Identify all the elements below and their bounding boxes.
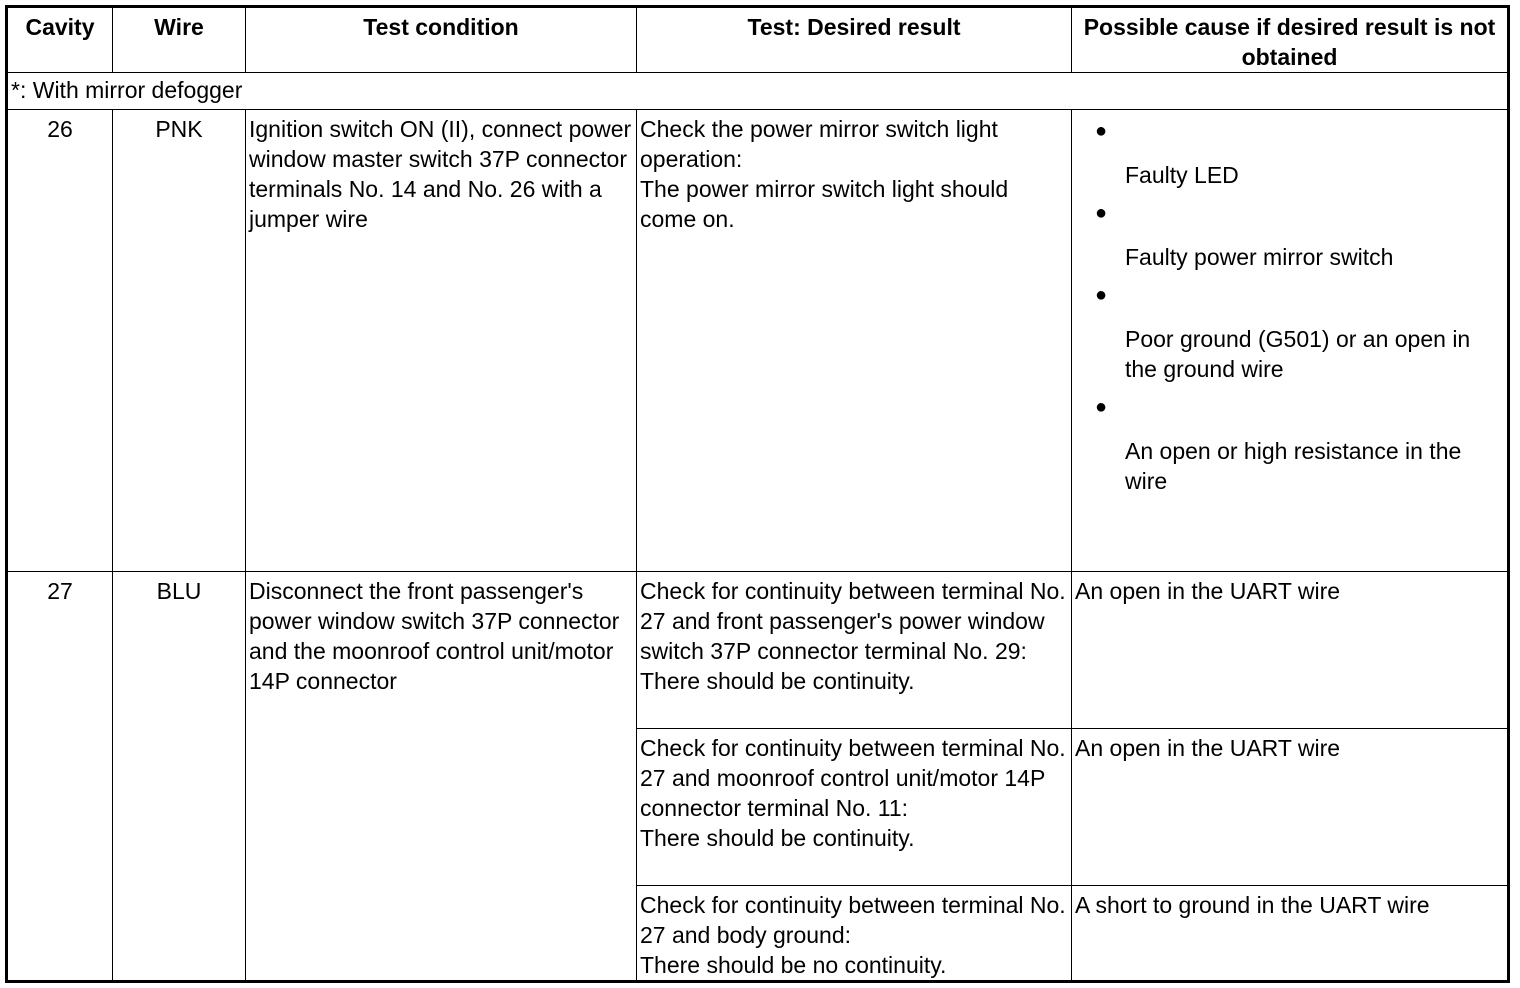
cause-cell: A short to ground in the UART wire <box>1072 886 1509 982</box>
causes-list <box>1075 114 1504 496</box>
bullet-icon: ● <box>1095 120 1108 142</box>
list-item <box>1075 278 1504 384</box>
header-desired-result: Test: Desired result <box>637 7 1072 73</box>
header-possible-cause: Possible cause if desired result is not obtained <box>1072 7 1509 73</box>
list-item <box>1075 390 1504 496</box>
table-row <box>7 110 1509 572</box>
note-text: *: With mirror defogger <box>7 73 1509 110</box>
result-cell: Check for continuity between terminal No. 27 and front passenger's power window switch 37P connector terminal No. 29: There should be continuity. <box>637 572 1072 729</box>
list-item <box>1075 196 1504 272</box>
cause-text: Faulty power mirror switch <box>1125 244 1394 270</box>
cause-text: Faulty LED <box>1125 162 1239 188</box>
result-cell: Check the power mirror switch light operation: The power mirror switch light should come on. <box>637 110 1072 572</box>
cause-text: An open or high resistance in the wire <box>1125 438 1462 494</box>
cause-cell: An open in the UART wire <box>1072 729 1509 886</box>
note-row <box>7 73 1509 110</box>
header-cavity: Cavity <box>7 7 113 73</box>
cause-text: Poor ground (G501) or an open in the ground wire <box>1125 326 1471 382</box>
bullet-icon: ● <box>1095 284 1108 306</box>
result-cell: Check for continuity between terminal No. 27 and body ground: There should be no continuity. <box>637 886 1072 982</box>
header-test-condition: Test condition <box>246 7 637 73</box>
condition-cell: Disconnect the front passenger's power window switch 37P connector and the moonroof control unit/motor 14P connector <box>246 572 637 982</box>
list-item <box>1075 114 1504 190</box>
bullet-icon: ● <box>1095 396 1108 418</box>
cavity-cell: 26 <box>7 110 113 572</box>
header-wire: Wire <box>113 7 246 73</box>
header-row <box>7 7 1509 73</box>
condition-cell: Ignition switch ON (II), connect power window master switch 37P connector terminals No. 14 and No. 26 with a jumper wire <box>246 110 637 572</box>
cause-cell: An open in the UART wire <box>1072 572 1509 729</box>
table-row <box>7 572 1509 729</box>
cavity-cell: 27 <box>7 572 113 982</box>
bullet-icon: ● <box>1095 202 1108 224</box>
test-table <box>5 5 1510 983</box>
wire-cell: PNK <box>113 110 246 572</box>
causes-cell <box>1072 110 1509 572</box>
wire-cell: BLU <box>113 572 246 982</box>
result-cell: Check for continuity between terminal No. 27 and moonroof control unit/motor 14P connector terminal No. 11: There should be continuity. <box>637 729 1072 886</box>
